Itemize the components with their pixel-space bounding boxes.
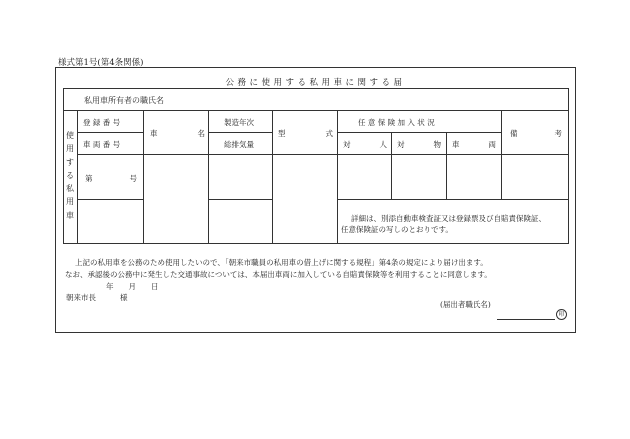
insurance-status-header: 任 意 保 険 加 入 状 況 <box>358 118 435 127</box>
insurance-vehicle-header: 車 両 <box>452 140 496 149</box>
owner-label: 私用車所有者の職氏名 <box>84 96 164 105</box>
form-title: 公務に使用する私用車に関する届 <box>225 78 406 88</box>
honorific: 様 <box>120 293 128 302</box>
form-frame <box>55 67 576 333</box>
remarks-header: 備 考 <box>510 129 562 138</box>
registration-number-header: 登 録 番 号 <box>83 118 121 127</box>
signature-line <box>497 319 555 320</box>
declaration-line-2: なお、承認後の公務中に発生した交通事故については、本届出車両に加入している自賠責保険等を利用することに同意します。 <box>65 270 492 279</box>
model-year-header: 製造年次 <box>224 118 254 127</box>
insurance-property-header: 対 物 <box>397 140 441 149</box>
applicant-label: (届出者職氏名) <box>440 300 491 309</box>
side-label-vertical: 使 用 す る 私 用 車 <box>66 131 74 220</box>
form-number-label: 様式第1号(第4条関係) <box>58 58 144 68</box>
number-row-label: 第 号 <box>85 174 137 183</box>
displacement-header: 総排気量 <box>224 140 254 149</box>
insurance-person-header: 対 人 <box>343 140 387 149</box>
vehicle-number-header: 車 両 番 号 <box>83 140 121 149</box>
model-header: 型 式 <box>278 129 333 138</box>
note-line-2: 任意保険証の写しのとおりです。 <box>341 225 453 234</box>
seal-mark: 印 <box>556 309 567 320</box>
note-line-1: 詳細は、別添自動車検査証又は登録票及び自賠責保険証、 <box>351 214 546 223</box>
car-name-header: 車 名 <box>150 129 205 138</box>
date-line: 年 月 日 <box>106 282 159 291</box>
addressee: 朝来市長 <box>66 293 96 302</box>
declaration-line-1: 上記の私用車を公務のため使用したいので、「朝来市職員の私用車の借上げに関する規程」第4条の規定により届け出ます。 <box>75 258 488 267</box>
